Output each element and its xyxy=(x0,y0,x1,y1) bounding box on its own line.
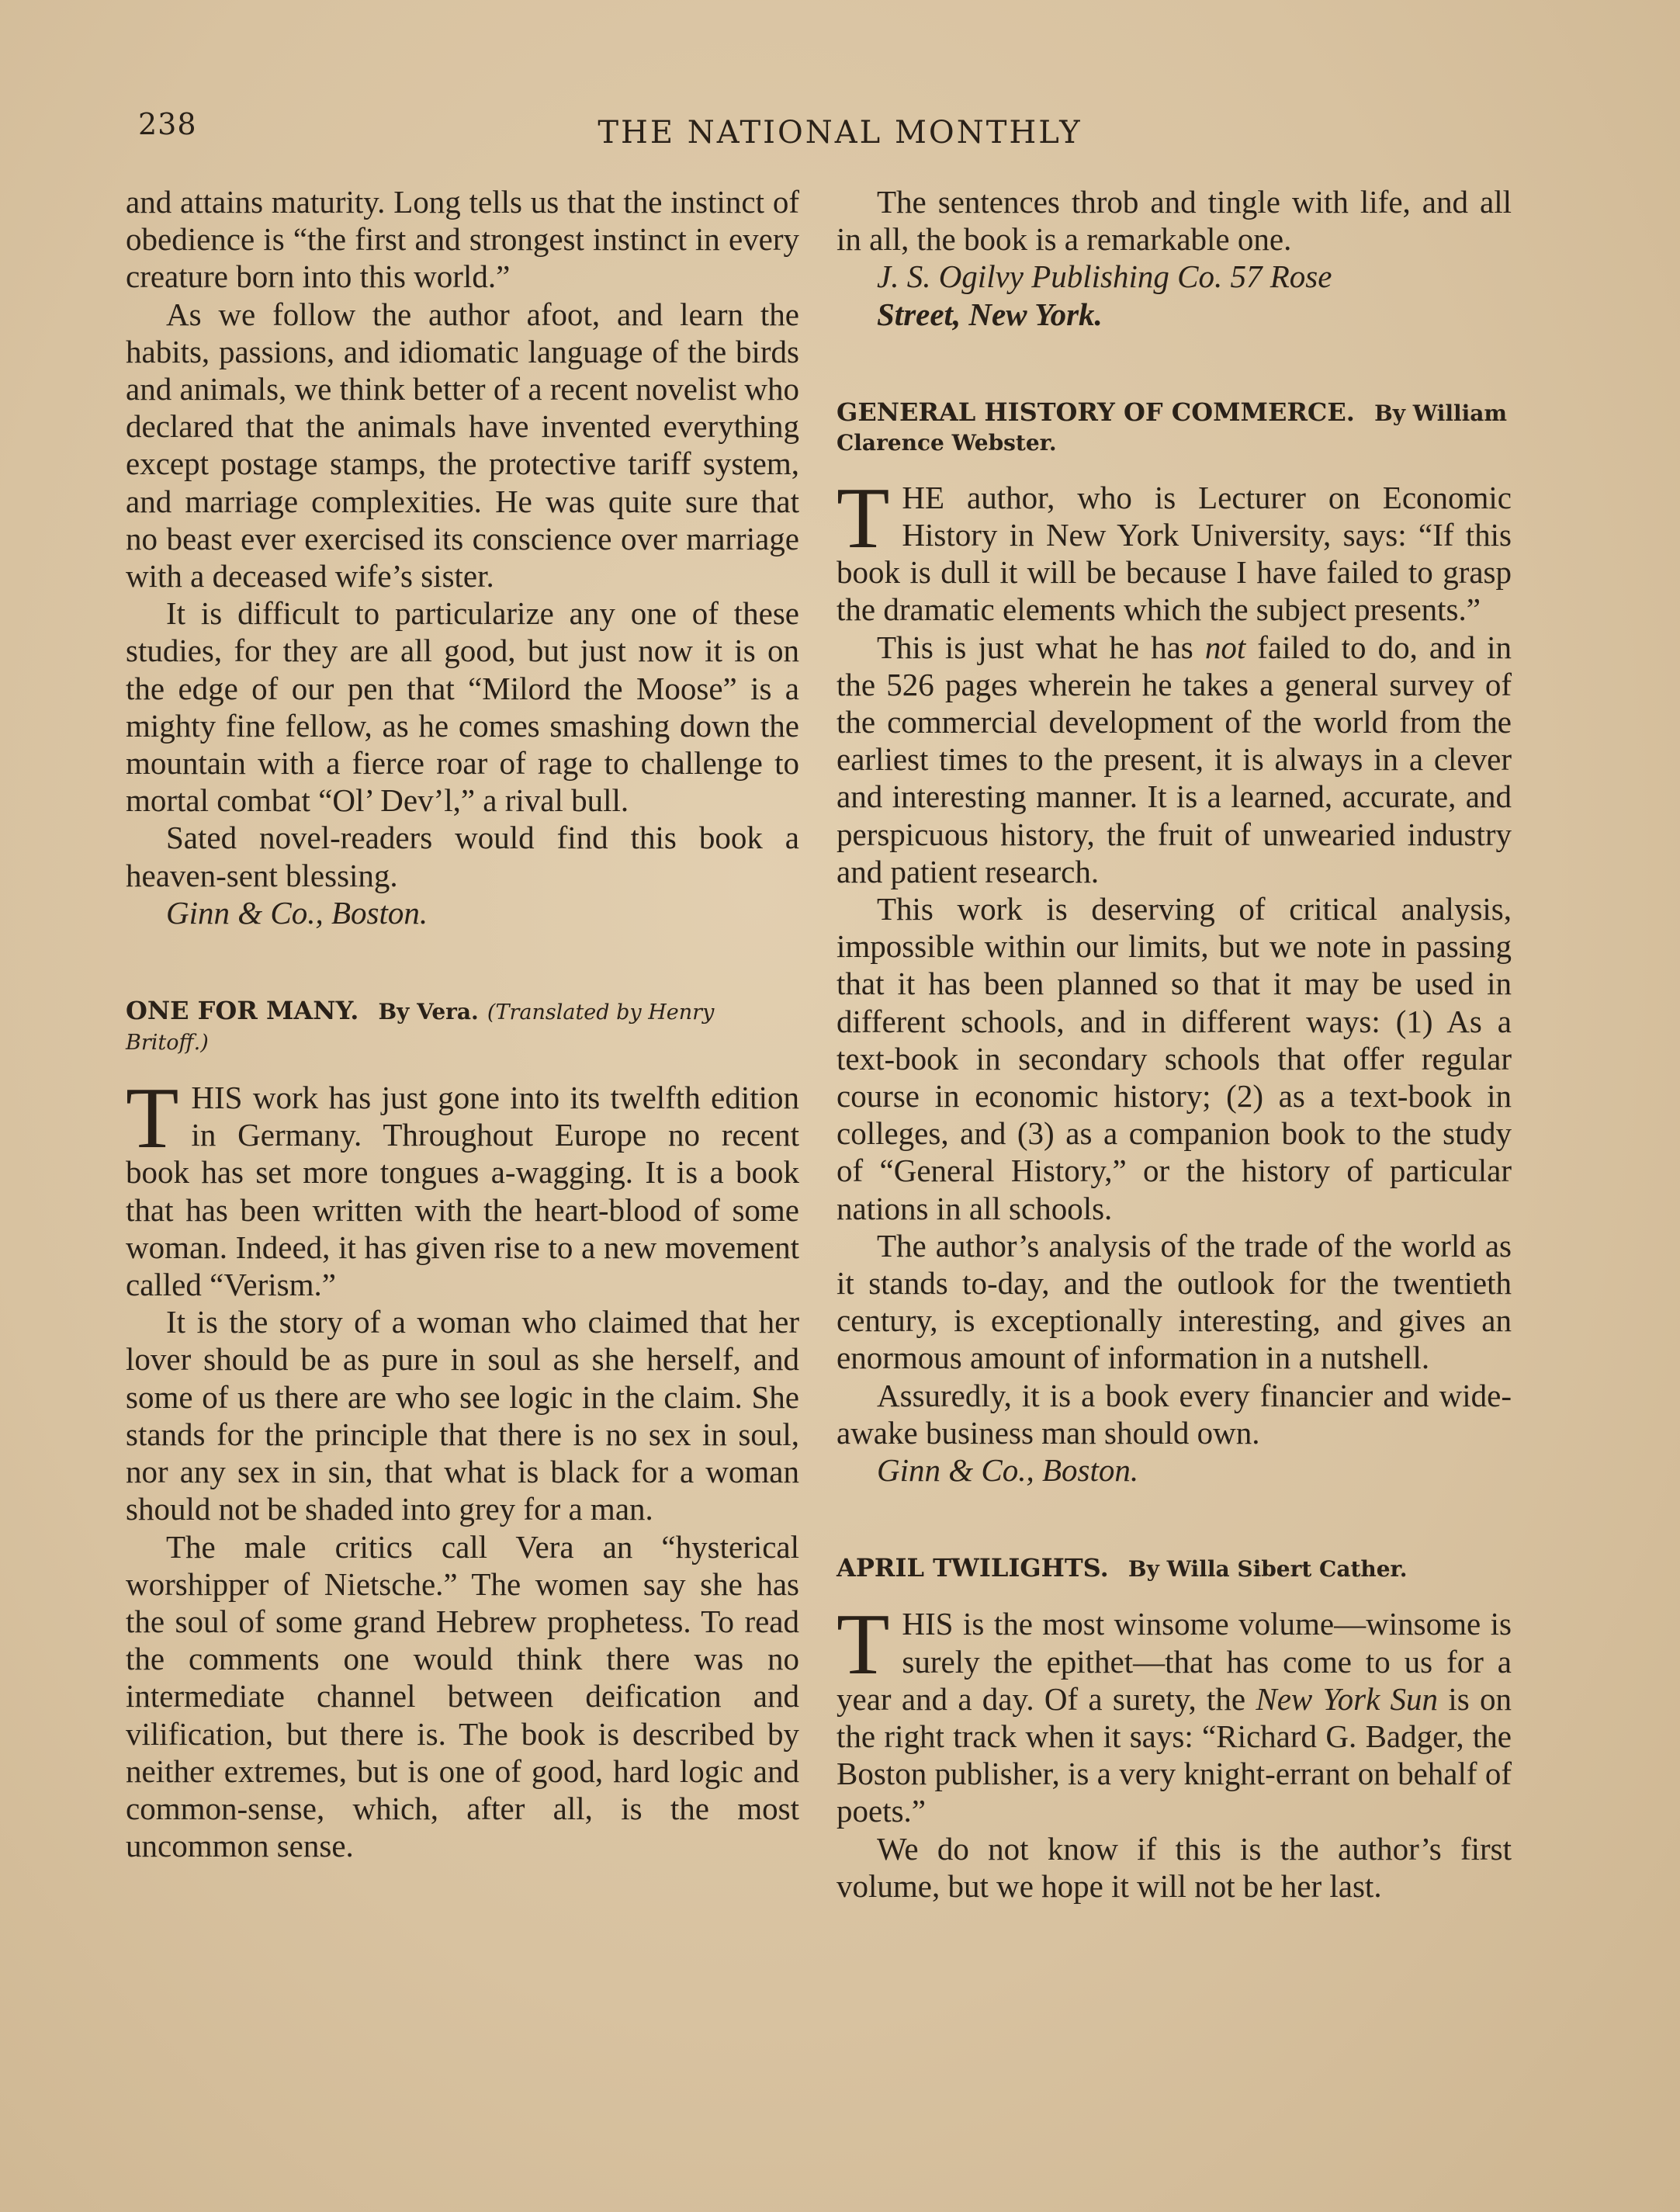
translator-note: (Translated by Henry Britoff.) xyxy=(126,1000,715,1056)
paragraph: This is just what he has not failed to do, and in the 526 pages wherein he takes a general survey of the commercial development of the world from the earliest times to the present, it is always in a clever and interesting manner. It is a learned, accurate, and perspicuous history, the fruit of unwearied industry and patient research. xyxy=(837,629,1512,889)
running-title: THE NATIONAL MONTHLY xyxy=(598,115,1082,151)
paragraph: THIS work has just gone into its twelfth edition in Germany. Throughout Europe no recent book has set more tongues a-wagging. It is a book that has been written with the heart-blood of some woman. Indeed, it has given rise to a new movement called “Verism.” xyxy=(126,1070,799,1303)
publisher-line: Ginn & Co., Boston. xyxy=(166,894,428,931)
publisher-line: Ginn & Co., Boston. xyxy=(877,1452,1139,1489)
paragraph: THIS is the most winsome volume—winsome is surely the epithet—that has come to us for a year and a day. Of a surety, the New York Sun is on the right track when it says: “Richard G. Badger, the Boston publisher, is a very knight-errant on behalf of poets.” xyxy=(837,1597,1512,1829)
review-heading xyxy=(837,1554,1512,1583)
publisher-line: J. S. Ogilvy Publishing Co. 57 Rose xyxy=(877,258,1332,295)
review-byline: By Vera. xyxy=(378,999,479,1025)
paragraph: The male critics call Vera an “hysterical worshipper of Nietsche.” The women say she has the soul of some grand Hebrew prophetess. To read the comments one would think there was no intermediate channel between deification and vilification, but there is. The book is described by neither extremes, but is one of good, hard logic and common-sense, which, after all, is the most uncommon sense. xyxy=(126,1528,799,1864)
lead-word: HIS xyxy=(902,1606,954,1642)
drop-cap: T xyxy=(837,470,890,567)
review-title: ONE FOR MANY. xyxy=(126,996,359,1026)
review-heading xyxy=(837,398,1512,457)
paragraph: THE author, who is Lecturer on Economic History in New York University, says: “If this book is dull it will be because I have failed to grasp the dramatic elements which the subject presents.” xyxy=(837,470,1512,628)
review-title: GENERAL HISTORY OF COMMERCE. xyxy=(837,397,1355,427)
paragraph: It is difficult to particularize any one of these studies, for they are all good, but just now it is on the edge of our pen that “Milord the Moose” is a mighty fine fellow, as he comes smashing down the mountain with a fierce roar of rage to challenge to mortal combat “Ol’ Dev’l,” a rival bull. xyxy=(126,595,799,819)
paragraph: The author’s analysis of the trade of the world as it stands to-day, and the outlook for the twentieth century, is exceptionally interesting, and gives an enormous amount of information in a nutshell. xyxy=(837,1227,1512,1376)
paragraph: Assuredly, it is a book every financier and wide-awake business man should own. xyxy=(837,1377,1512,1451)
lead-word: HE xyxy=(902,479,945,515)
paragraph: The sentences throb and tingle with life, and all in all, the book is a remarkable one. xyxy=(837,184,1512,258)
paragraph: As we follow the author afoot, and learn the habits, passions, and idiomatic language of the birds and animals, we think better of a recent novelist who declared that the animals have invented everything except postage stamps, the protective tariff system, and marriage complexities. He was quite sure that no beast ever exercised its conscience over marriage with a deceased wife’s sister. xyxy=(126,296,799,595)
page-number: 238 xyxy=(138,107,197,141)
paragraph: We do not know if this is the author’s first volume, but we hope it will not be her last. xyxy=(837,1830,1512,1904)
drop-cap: T xyxy=(126,1070,179,1167)
drop-cap: T xyxy=(837,1597,890,1694)
review-heading xyxy=(126,997,799,1057)
publisher-line: Street, New York. xyxy=(877,296,1103,332)
paragraph: and attains maturity. Long tells us that the instinct of obedience is “the first and strongest instinct in every creature born into this world.” xyxy=(126,184,799,295)
lead-word: HIS xyxy=(191,1080,243,1116)
review-byline: By William Clarence Webster. xyxy=(837,400,1508,456)
left-column xyxy=(126,183,799,1864)
paragraph: It is the story of a woman who claimed that her lover should be as pure in soul as she herself, and some of us there are who see logic in the claim. She stands for the principle that there is no sex in soul, nor any sex in sin, that what is black for a woman should not be shaded into grey for a man. xyxy=(126,1304,799,1527)
review-byline: By Willa Sibert Cather. xyxy=(1128,1556,1408,1583)
review-title: APRIL TWILIGHTS. xyxy=(837,1553,1109,1583)
paragraph: Sated novel-readers would find this book a heaven-sent blessing. xyxy=(126,820,799,893)
paragraph: This work is deserving of critical analysis, impossible within our limits, but we note in passing that it has been planned so that it may be used in different schools, and in different ways: (1) As a text-book in secondary schools that offer regular course in economic history; (2) as a text-book in colleges, and (3) as a companion book to the study of “General History,” or the history of particular nations in all schools. xyxy=(837,891,1512,1226)
right-column xyxy=(837,183,1512,1905)
